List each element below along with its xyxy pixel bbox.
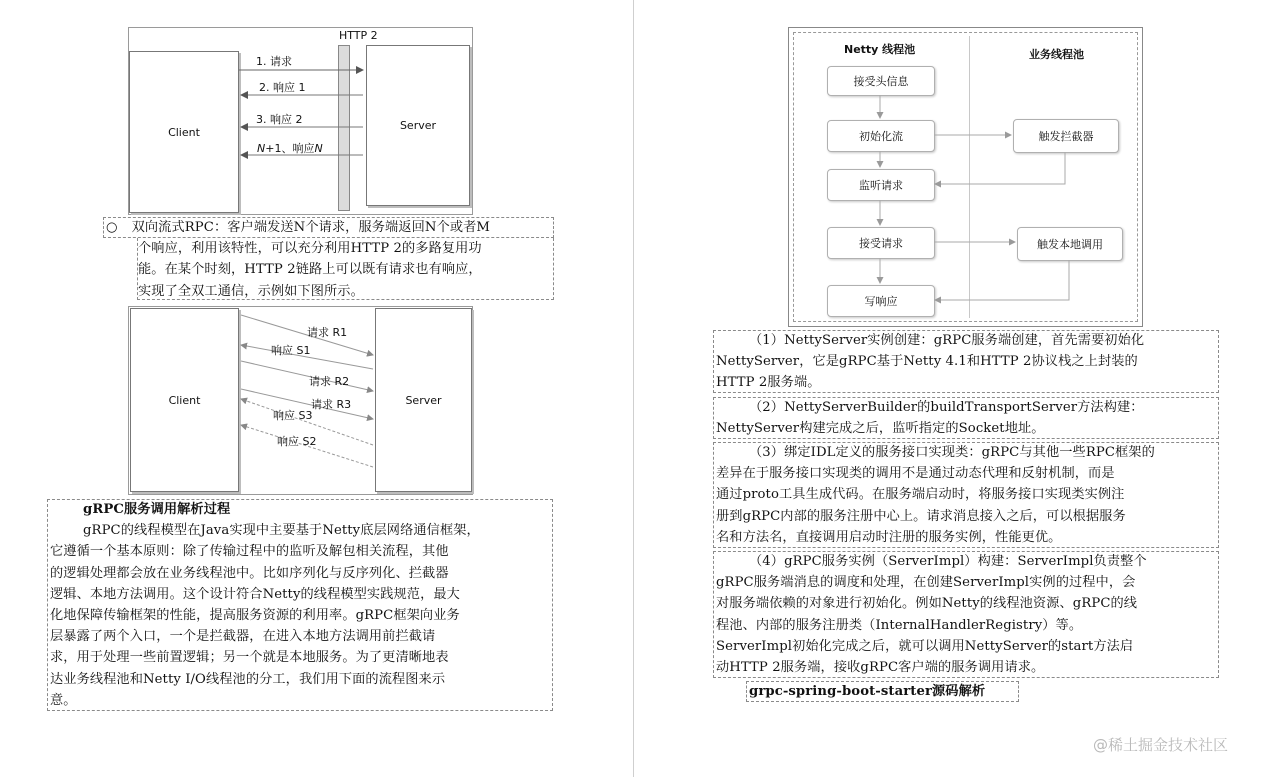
section-heading: gRPC服务调用解析过程 [83,502,231,517]
p1-line-3: HTTP 2服务端。 [716,375,821,391]
p1-line-1: （1）NettyServer实例创建：gRPC服务端创建，首先需要初始化 [749,333,1145,348]
n-var-2: N [314,142,323,155]
watermark: @稀土掘金技术社区 [1093,736,1229,754]
netty-pool-label: Netty 线程池 [844,43,916,56]
subheading: grpc-spring-boot-starter源码解析 [749,684,986,699]
label-r2: 请求 R2 [309,375,350,388]
section-line-6: 层暴露了两个入口，一个是拦截器，在进入本地方法调用前拦截请 [50,629,436,645]
server-label: Server [399,119,437,132]
bidi-line-1 [106,217,554,238]
n-mid: +1、响应 [265,142,315,155]
bidi-arrows [129,307,472,494]
section-block [50,499,552,711]
http2-diagram [128,27,473,215]
p4-line-4: 程池、内部的服务注册类（InternalHandlerRegistry）等。 [716,617,1083,633]
n-var-1: N [257,142,266,155]
bidi-diagram [128,306,473,495]
bidi-paragraph [106,217,554,302]
flow-step-label: 监听请求 [859,179,903,192]
p3-line-4: 册到gRPC内部的服务注册中心上。请求消息接入之后，可以根据服务 [716,508,1126,524]
p4-line-3: 对服务端依赖的对象进行初始化。例如Netty的线程池资源、gRPC的线 [716,596,1138,612]
section-line-4: 逻辑、本地方法调用。这个设计符合Netty的线程模型实践规范，最大 [50,586,460,602]
flow-biz-label: 触发本地调用 [1037,238,1103,251]
p2-line-1: （2）NettyServerBuilder的buildTransportServer方法构建： [749,400,1144,415]
http2-title: HTTP 2 [339,29,378,42]
p3 [716,442,1218,548]
p3-line-3: 通过proto工具生成代码。在服务端启动时，将服务接口实现类实例注 [716,487,1125,503]
p2-line-2: NettyServer构建完成之后，监听指定的Socket地址。 [716,421,1045,437]
bullet: ○ [106,220,118,235]
arrow-label-3: 3. 响应 2 [256,113,303,126]
client-label-2: Client [168,393,201,407]
section-line-2: 它遵循一个基本原则：除了传输过程中的监听及解包相关流程，其他 [50,544,449,560]
label-r3: 请求 R3 [311,398,352,411]
p1 [716,330,1218,394]
flow-step-label: 接受头信息 [853,75,909,88]
section-line-5: 化地保障传输框架的性能，提高服务资源的利用率。gRPC框架向业务 [50,608,460,624]
flow-step-label: 接受请求 [859,237,903,250]
p4-line-5: ServerImpl初始化完成之后，就可以调用NettyServer的start方法启 [716,638,1134,654]
bidi-text-1: 双向流式RPC：客户端发送N个请求，服务端返回N个或者M [131,220,491,235]
client-label: Client [168,125,200,139]
p4-line-2: gRPC服务端消息的调度和处理，在创建ServerImpl实例的过程中，会 [716,575,1136,591]
arrow-label-n [257,140,323,156]
section-line-3: 的逻辑处理都会放在业务线程池中。比如序列化与反序列化、拦截器 [50,565,449,581]
bidi-line-2: 个响应，利用该特性，可以充分利用HTTP 2的多路复用功 [138,241,482,257]
bidi-line-4: 实现了全双工通信，示例如下图所示。 [138,283,364,299]
section-line-8: 达业务线程池和Netty I/O线程池的分工，我们用下面的流程图来示 [50,671,446,687]
page-divider [633,0,634,777]
section-line-7: 求，用于处理一些前置逻辑；另一个就是本地服务。为了更清晰地表 [50,650,449,666]
p3-line-2: 差异在于服务接口实现类的调用不是通过动态代理和反射机制，而是 [716,466,1115,482]
flow-step-label: 初始化流 [859,130,903,143]
p4 [716,551,1218,678]
label-r1: 请求 R1 [307,326,348,339]
flow-step-label: 写响应 [864,295,898,308]
section-line-9: 意。 [50,692,77,708]
label-s3: 响应 S3 [273,409,313,422]
p4-line-1: （4）gRPC服务实例（ServerImpl）构建：ServerImpl负责整个 [749,554,1147,569]
p4-line-6: 动HTTP 2服务端，接收gRPC客户端的服务调用请求。 [716,660,1045,676]
label-s1: 响应 S1 [271,344,311,357]
biz-pool-label: 业务线程池 [1029,48,1084,61]
p3-line-5: 名和方法名，直接调用启动时注册的服务实例，性能更优。 [716,529,1062,545]
section-line-1: gRPC的线程模型在Java实现中主要基于Netty底层网络通信框架， [83,523,480,539]
flow-biz-label: 触发拦截器 [1038,130,1094,143]
p1-line-2: NettyServer，它是gRPC基于Netty 4.1和HTTP 2协议栈之上封装的 [716,354,1138,370]
p2 [716,397,1218,439]
bidi-line-3: 能。在某个时刻，HTTP 2链路上可以既有请求也有响应， [138,262,482,278]
arrow-label-1: 1. 请求 [256,55,292,68]
p3-line-1: （3）绑定IDL定义的服务接口实现类：gRPC与其他一些RPC框架的 [749,445,1155,460]
flow-arrows [789,28,1142,326]
arrow-label-2: 2. 响应 1 [259,81,306,94]
server-label-2: Server [405,393,442,407]
flow-diagram [788,27,1143,327]
label-s2: 响应 S2 [277,435,317,448]
